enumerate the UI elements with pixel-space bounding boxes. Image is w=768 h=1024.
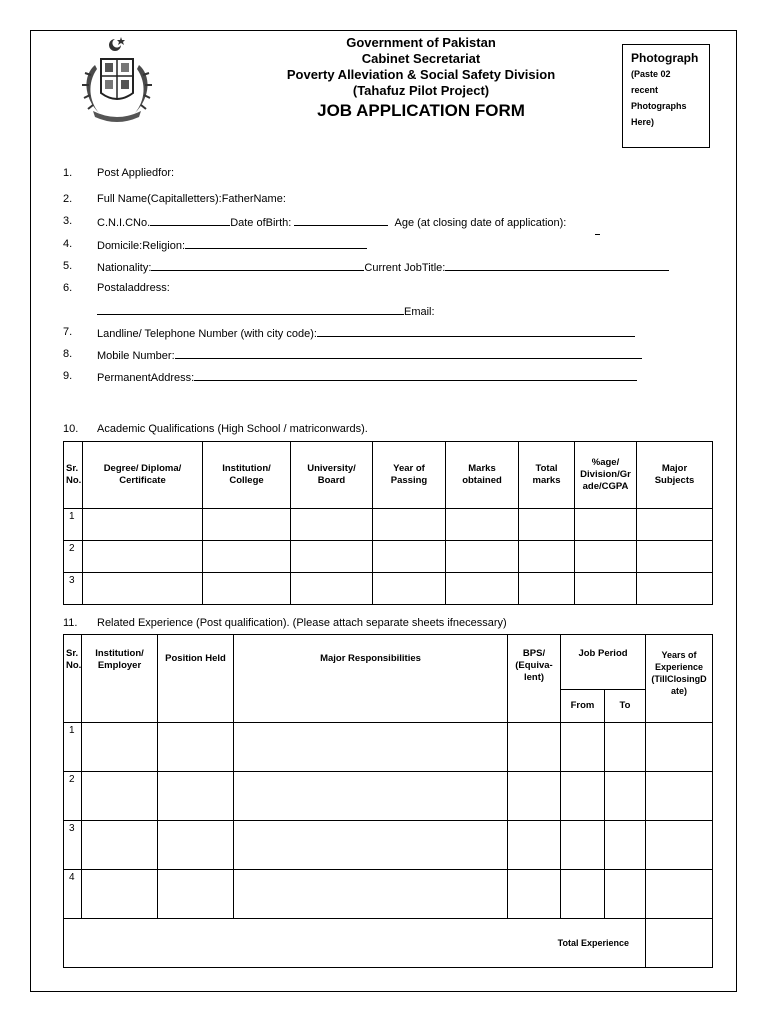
cell[interactable] — [158, 821, 234, 870]
cell[interactable] — [605, 772, 646, 821]
cell[interactable] — [203, 573, 291, 605]
cell[interactable] — [291, 573, 373, 605]
header-year: Year of Passing — [373, 442, 446, 509]
cell[interactable] — [158, 870, 234, 919]
application-form-page: Government of Pakistan Cabinet Secretariat Poverty Alleviation & Social Safety Division (Tahafuz Pilot Project) JOB APPLICATION FORM Photograph (Paste 02 recent Photographs Here) 1. Post Appliedfor: 2. Full Name(Capitalletters):FatherName: 3. C.N.I.CNo. Date ofBirth: Age (at closing date of application): 4. Domicile:Religion: 5. Nationality: Current JobTitle: 6. Postaladdress: Email: 7. Landline/ Telephone Number (with city code): 8. Mobile Number: 9. PermanentAddress: 10. Academic Qualifications (High School / matriconwards). Sr. No. Degree/ Diploma/ Certificate Institution/ College University/ Board Year of Passing Marks obtained Total marks %age/ Division/Gr ade/CGPA Major Subjects 1 2 3 11. Related Experience (Post qualification). (Please attach separate sheets ifnecessary) Sr. No. Institution/ Employer Position Held Major Responsibilities BPS/ (Equiva- lent) Job Period Years of Experience (TillClosingD ate) From To 1 2 3 4 Total Experience — [30, 30, 737, 992]
cell[interactable] — [637, 509, 713, 541]
header-sr-no: Sr. No. — [64, 635, 82, 723]
cell[interactable] — [575, 573, 637, 605]
header-total-marks: Total marks — [519, 442, 575, 509]
form-title: JOB APPLICATION FORM — [317, 101, 525, 120]
cell[interactable] — [508, 821, 561, 870]
section-11-title: Related Experience (Post qualification). (Please attach separate sheets ifnecessary) — [97, 617, 507, 629]
cell[interactable] — [575, 509, 637, 541]
cell[interactable] — [291, 509, 373, 541]
total-experience-label: Total Experience — [64, 919, 646, 968]
cell[interactable] — [234, 723, 508, 772]
cell[interactable] — [637, 541, 713, 573]
cell[interactable] — [561, 870, 605, 919]
row-number: 1 — [64, 723, 82, 772]
cell[interactable] — [605, 870, 646, 919]
header-marks-obtained: Marks obtained — [446, 442, 519, 509]
cell[interactable] — [82, 723, 158, 772]
cnic-label: C.N.I.CNo. — [97, 217, 151, 229]
field-label: Domicile:Religion: — [97, 240, 186, 252]
table-row[interactable] — [64, 573, 713, 605]
cell[interactable] — [373, 541, 446, 573]
photo-line: recent — [631, 85, 659, 95]
age-blank[interactable] — [595, 234, 600, 235]
cell[interactable] — [234, 772, 508, 821]
cell[interactable] — [637, 573, 713, 605]
cell[interactable] — [82, 821, 158, 870]
field-label: Landline/ Telephone Number (with city code): — [97, 328, 317, 340]
cell[interactable] — [519, 573, 575, 605]
nationality-blank[interactable] — [151, 259, 364, 271]
cell[interactable] — [561, 723, 605, 772]
cell[interactable] — [605, 723, 646, 772]
cell[interactable] — [373, 509, 446, 541]
field-label: Mobile Number: — [97, 350, 175, 362]
cell[interactable] — [373, 573, 446, 605]
header-government: Government of Pakistan — [346, 35, 496, 50]
cell[interactable] — [508, 723, 561, 772]
cell[interactable] — [561, 821, 605, 870]
cell[interactable] — [646, 723, 713, 772]
header-sr-no: Sr. No. — [64, 442, 83, 509]
cell[interactable] — [83, 573, 203, 605]
photo-title: Photograph — [631, 51, 699, 65]
cell[interactable] — [83, 509, 203, 541]
cell[interactable] — [446, 573, 519, 605]
row-number: 2 — [64, 772, 82, 821]
cell[interactable] — [446, 509, 519, 541]
cell[interactable] — [605, 821, 646, 870]
field-postal-line-2[interactable] — [97, 303, 435, 319]
cell[interactable] — [203, 541, 291, 573]
academic-qualifications-table — [63, 441, 713, 605]
permanent-address-blank[interactable] — [194, 369, 637, 381]
cell[interactable] — [646, 772, 713, 821]
table-header-row — [64, 635, 713, 690]
cell[interactable] — [646, 821, 713, 870]
header-degree: Degree/ Diploma/ Certificate — [83, 442, 203, 509]
header-position: Position Held — [158, 635, 234, 723]
table-header-row — [64, 442, 713, 509]
row-number: 4 — [64, 870, 82, 919]
photo-line: (Paste 02 — [631, 69, 671, 79]
state-emblem-icon — [75, 35, 159, 127]
postal-blank[interactable] — [97, 303, 404, 315]
job-title-label: Current JobTitle: — [364, 262, 446, 274]
header-division: Poverty Alleviation & Social Safety Division — [286, 67, 556, 82]
cell[interactable] — [519, 541, 575, 573]
header-to: To — [605, 690, 646, 723]
landline-blank[interactable] — [317, 325, 635, 337]
header-project: (Tahafuz Pilot Project) — [352, 83, 490, 98]
header-grade: %age/ Division/Gr ade/CGPA — [575, 442, 637, 509]
table-row[interactable] — [64, 541, 713, 573]
cell[interactable] — [82, 772, 158, 821]
table-row[interactable] — [64, 772, 713, 821]
total-experience-cell[interactable] — [646, 919, 713, 968]
header-responsibilities: Major Responsibilities — [234, 635, 508, 723]
domicile-blank[interactable] — [185, 237, 367, 249]
header-secretariat: Cabinet Secretariat — [361, 51, 481, 66]
section-10-title: Academic Qualifications (High School / matriconwards). — [97, 423, 368, 435]
cell[interactable] — [508, 870, 561, 919]
cell[interactable] — [446, 541, 519, 573]
cell[interactable] — [508, 772, 561, 821]
header-university: University/ Board — [291, 442, 373, 509]
total-experience-row[interactable] — [64, 919, 713, 968]
cell[interactable] — [519, 509, 575, 541]
header-institution: Institution/ College — [203, 442, 291, 509]
cell[interactable] — [82, 870, 158, 919]
field-label: PermanentAddress: — [97, 372, 195, 384]
cell[interactable] — [158, 772, 234, 821]
cell[interactable] — [646, 870, 713, 919]
cell[interactable] — [234, 821, 508, 870]
field-label: Full Name(Capitalletters):FatherName: — [97, 193, 286, 205]
row-number: 3 — [64, 821, 82, 870]
row-number: 3 — [64, 573, 83, 605]
photograph-box[interactable] — [622, 44, 710, 148]
header-major-subjects: Major Subjects — [637, 442, 713, 509]
cell[interactable] — [575, 541, 637, 573]
table-row[interactable] — [64, 723, 713, 772]
cnic-blank[interactable] — [150, 214, 230, 226]
email-label: Email: — [404, 306, 435, 318]
row-number: 2 — [64, 541, 83, 573]
photo-line: Photographs — [631, 101, 687, 111]
table-row[interactable] — [64, 509, 713, 541]
nationality-label: Nationality: — [97, 262, 152, 274]
cell[interactable] — [234, 870, 508, 919]
age-label: Age (at closing date of application): — [394, 217, 567, 229]
job-title-blank[interactable] — [445, 259, 669, 271]
cell[interactable] — [291, 541, 373, 573]
field-label: Post Appliedfor: — [97, 167, 175, 179]
table-row[interactable] — [64, 870, 713, 919]
table-row[interactable] — [64, 821, 713, 870]
mobile-blank[interactable] — [175, 347, 642, 359]
cell[interactable] — [561, 772, 605, 821]
photo-line: Here) — [631, 117, 655, 127]
dob-label: Date ofBirth: — [230, 217, 292, 229]
related-experience-table — [63, 634, 713, 968]
dob-blank[interactable] — [294, 214, 388, 226]
cell[interactable] — [203, 509, 291, 541]
field-label: Postaladdress: — [97, 282, 170, 294]
header-from: From — [561, 690, 605, 723]
header-bps: BPS/ (Equiva- lent) — [508, 635, 561, 723]
header-employer: Institution/ Employer — [82, 635, 158, 723]
row-number: 1 — [64, 509, 83, 541]
cell[interactable] — [83, 541, 203, 573]
cell[interactable] — [158, 723, 234, 772]
header-years-experience: Years of Experience (TillClosingD ate) — [646, 635, 713, 723]
header-job-period: Job Period — [561, 635, 646, 690]
